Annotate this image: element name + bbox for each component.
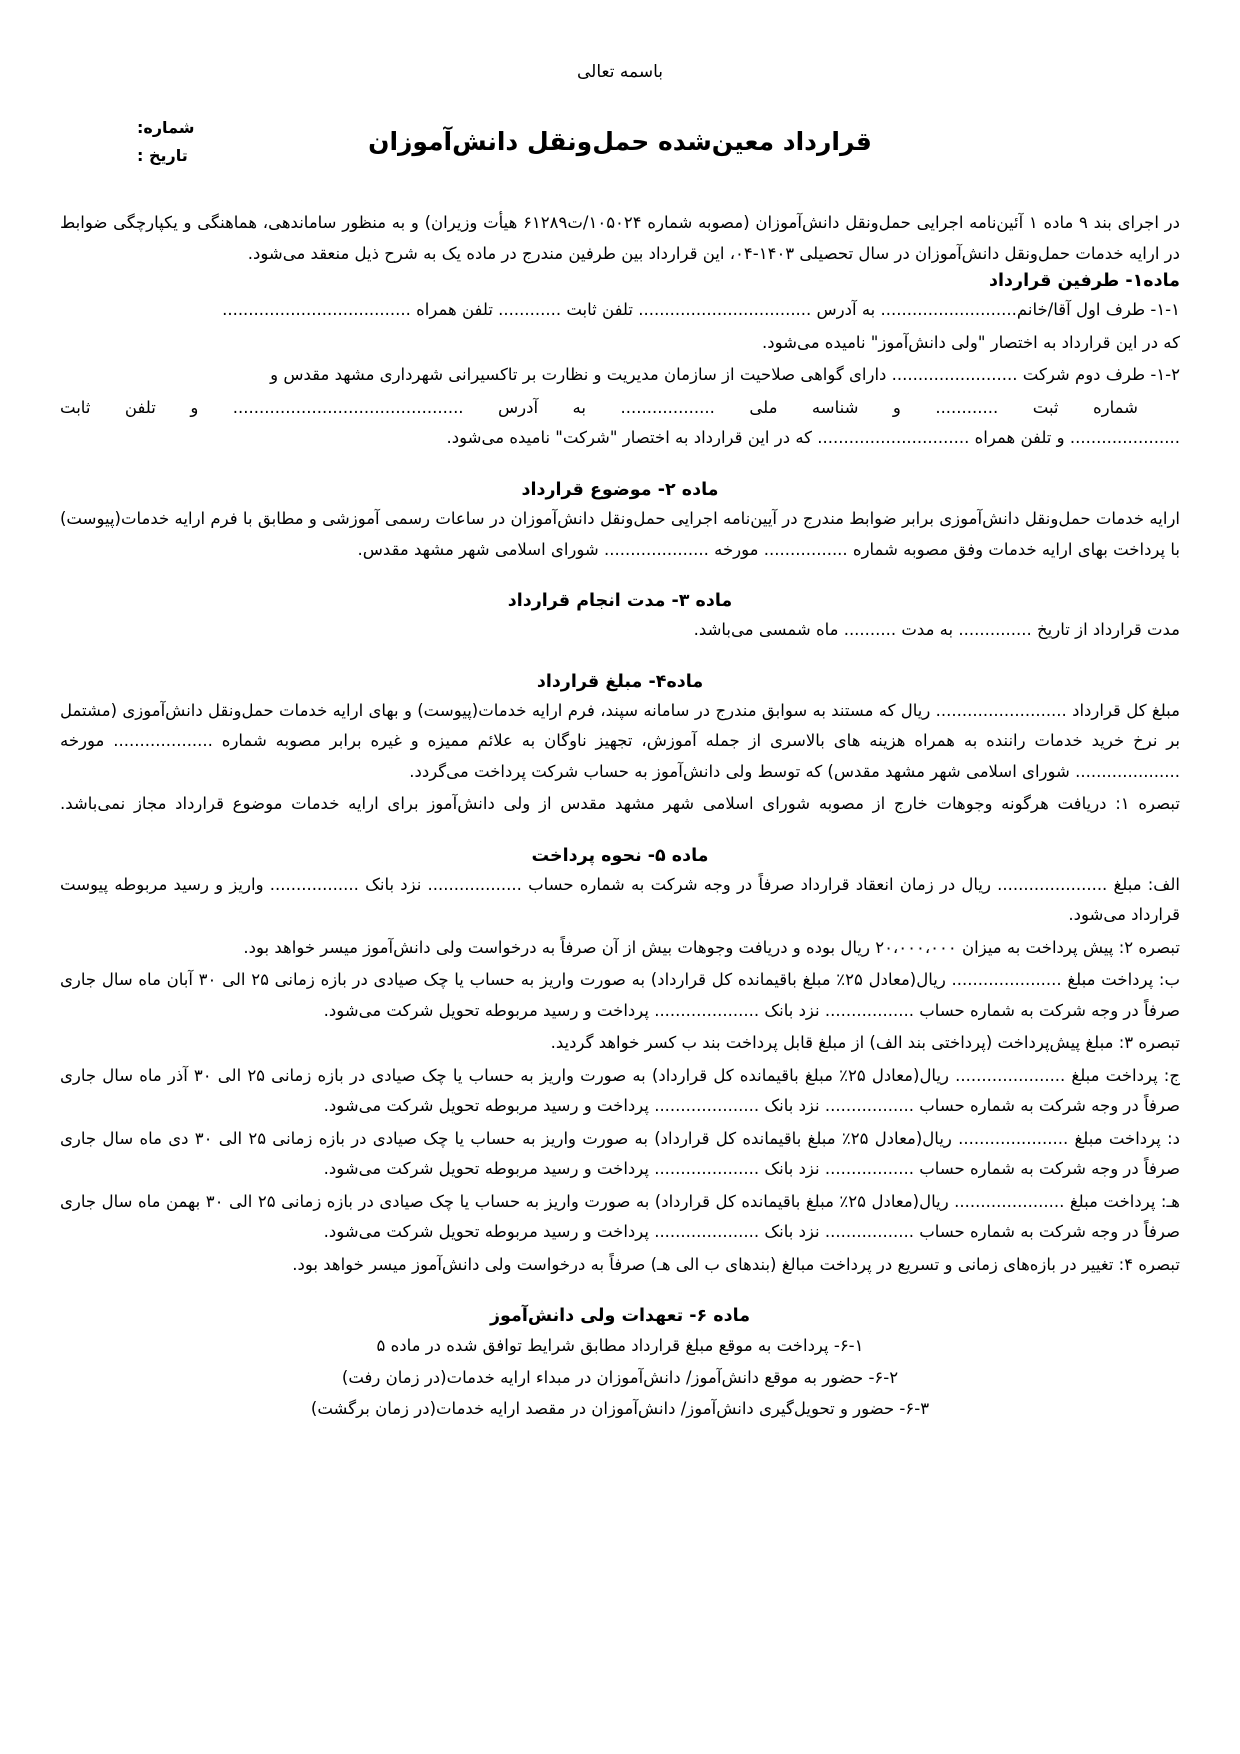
clause-5-h: هـ: پرداخت مبلغ ..................... ریال(معادل ۲۵٪ مبلغ باقیمانده کل قرارداد) به صورت واریز به حساب یا چک صیادی در بازه زمانی ۲۵ الی ۳۰ بهمن ماه سال جاری صرفاً در وجه شرکت به شماره حساب ................. نزد بانک .................... پرداخت و رسید مربوطه تحویل شرکت می‌شود. [60,1191,1181,1242]
document-number-label: شماره: [137,118,195,138]
clause-5-b: ب: پرداخت مبلغ ..................... ریال(معادل ۲۵٪ مبلغ باقیمانده کل قرارداد) به صورت واریز به حساب یا چک صیادی در بازه زمانی ۲۵ الی ۳۰ آبان ماه سال جاری صرفاً در وجه شرکت به شماره حساب ................. نزد بانک .................... پرداخت و رسید مربوطه تحویل شرکت می‌شود. [60,970,1181,1020]
clause-1-2-line-2: شماره ثبت ............ و شناسه ملی .................. به آدرس ............................................ و تلفن ثابت [60,397,1138,417]
clause-6-1: ۶-۱- پرداخت به موقع مبلغ قرارداد مطابق شرایط توافق شده در ماده ۵ [376,1336,864,1356]
clause-5-j: ج: پرداخت مبلغ ..................... ریال(معادل ۲۵٪ مبلغ باقیمانده کل قرارداد) به صورت واریز به حساب یا چک صیادی در بازه زمانی ۲۵ الی ۳۰ آذر ماه سال جاری صرفاً در وجه شرکت به شماره حساب ................. نزد بانک .................... پرداخت و رسید مربوطه تحویل شرکت می‌شود. [60,1065,1181,1116]
clause-3-body: مدت قرارداد از تاریخ .............. به مدت .......... ماه شمسی می‌باشد. [693,620,1180,640]
section-heading-madeh-5: ماده ۵- نحوه پرداخت [531,845,709,866]
clause-5-tabsareh-4: تبصره ۴: تغییر در بازه‌های زمانی و تسریع در پرداخت مبالغ (بندهای ب الی هـ) صرفاً به درخواست ولی دانش‌آموز میسر خواهد بود. [292,1254,1180,1274]
preamble-paragraph: در اجرای بند ۹ ماده ۱ آئین‌نامه اجرایی حمل‌ونقل دانش‌آموزان (مصوبه شماره ۱۰۵۰۲۴/ت۶۱۲۸۹ هیأت وزیران) و به منظور ساماندهی، هماهنگی و یکپارچگی ضوابط در ارایه خدمات حمل‌ونقل دانش‌آموزان در سال تحصیلی ۱۴۰۳-۰۴، این قرارداد بین طرفین مندرج در ماده یک به شرح ذیل منعقد می‌شود. [60,213,1181,263]
clause-1-2: ۱-۲- طرف دوم شرکت ........................ دارای گواهی صلاحیت از سازمان مدیریت و نظارت بر تاکسیرانی شهرداری مشهد مقدس و [270,365,1180,385]
clause-2-body: ارایه خدمات حمل‌ونقل دانش‌آموزی برابر ضوابط مندرج در آیین‌نامه اجرایی حمل‌ونقل دانش‌آموزان در ساعات رسمی آموزشی و مطابق با فرم ارایه خدمات(پیوست) با پرداخت بهای ارایه خدمات وفق مصوبه شماره ................ مورخه .................... شورای اسلامی شهر مشهد مقدس. [60,509,1180,559]
spacer [60,822,1180,846]
clause-6-2: ۶-۲- حضور به موقع دانش‌آموز/ دانش‌آموزان در مبداء ارایه خدمات(در زمان رفت) [341,1367,899,1387]
clause-5-d: د: پرداخت مبلغ ..................... ریال(معادل ۲۵٪ مبلغ باقیمانده کل قرارداد) به صورت واریز به حساب یا چک صیادی در بازه زمانی ۲۵ الی ۳۰ دی ماه سال جاری صرفاً در وجه شرکت به شماره حساب ................. نزد بانک .................... پرداخت و رسید مربوطه تحویل شرکت می‌شود. [60,1128,1181,1179]
spacer [60,567,1180,591]
clause-1-1-note: که در این قرارداد به اختصار "ولی دانش‌آموز" نامیده می‌شود. [762,332,1180,352]
clause-5-tabsareh-2: تبصره ۲: پیش پرداخت به میزان ۲۰،۰۰۰،۰۰۰ ریال بوده و دریافت وجوهات بیش از آن صرفاً به درخواست ولی دانش‌آموز میسر خواهد بود. [243,937,1180,957]
section-heading-madeh-3: ماده ۳- مدت انجام قرارداد [507,591,733,612]
spacer [60,1282,1180,1306]
clause-6-3: ۶-۳- حضور و تحویل‌گیری دانش‌آموز/ دانش‌آموزان در مقصد ارایه خدمات(در زمان برگشت) [310,1399,930,1418]
page-title: قرارداد معین‌شده حمل‌ونقل دانش‌آموزان [368,127,872,157]
clause-1-2-line-3: ..................... و تلفن همراه ............................. که در این قرارداد به اختصار "شرکت" نامیده می‌شود. [446,428,1180,448]
clause-1-1: ۱-۱- طرف اول آقا/خانم.......................... به آدرس ................................. تلفن ثابت ............ تلفن همراه .................................... [222,300,1180,320]
section-heading-madeh-1: ماده۱- طرفین قرارداد [989,271,1180,292]
document-meta [137,114,195,170]
basmaleh-line: باسمه تعالی [577,62,663,82]
clause-4-tabsareh-1: تبصره ۱: دریافت هرگونه وجوهات خارج از مصوبه شورای اسلامی شهر مشهد مقدس از ولی دانش‌آموز برای ارایه خدمات موضوع قرارداد مجاز نمی‌باشد. [60,794,1180,814]
spacer [60,648,1180,672]
clause-5-alef: الف: مبلغ ..................... ریال در زمان انعقاد قرارداد صرفاً در وجه شرکت به شماره حساب .................. نزد بانک ................. واریز و رسید مربوطه پیوست قرارداد می‌شود. [60,874,1180,925]
spacer [60,456,1180,480]
section-heading-madeh-6: ماده ۶- تعهدات ولی دانش‌آموز [489,1306,751,1327]
clause-4-body: مبلغ کل قرارداد ......................... ریال که مستند به سوابق مندرج در سامانه سپند، فرم ارایه خدمات(پیوست) و بهای ارایه خدمات حمل‌ونقل دانش‌آموزی (مشتمل بر نرخ خرید خدمات راننده به همراه هزینه های بالاسری از جمله آموزش، تجهیز ناوگان به علائم ممیزه و غیره برابر مصوبه شماره ................... مورخه .................... شورای اسلامی شهر مشهد مقدس) که توسط ولی دانش‌آموز به حساب شرکت پرداخت می‌گردد. [60,700,1180,781]
section-heading-madeh-2: ماده ۲- موضوع قرارداد [521,480,719,500]
clause-5-tabsareh-3: تبصره ۳: مبلغ پیش‌پرداخت (پرداختی بند الف) از مبلغ قابل پرداخت بند ب کسر خواهد گردید. [550,1033,1180,1053]
document-date-label: تاریخ : [137,146,188,166]
title-row [60,118,1180,180]
section-heading-madeh-4: ماده۴- مبلغ قرارداد [536,671,704,692]
